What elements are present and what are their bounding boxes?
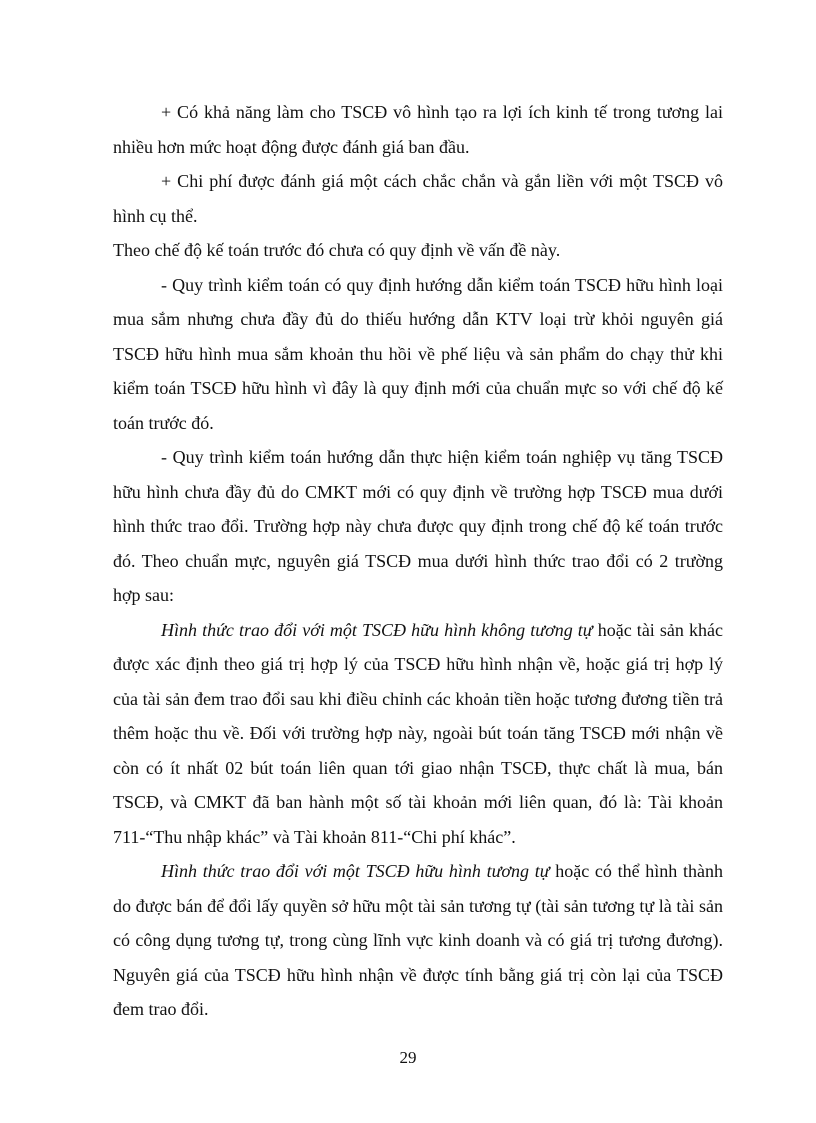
paragraph-audit-purchase: - Quy trình kiểm toán có quy định hướng dẫn kiểm toán TSCĐ hữu hình loại mua sắm nhưng chưa đầy đủ do thiếu hướng dẫn KTV loại trừ khỏi nguyên giá TSCĐ hữu hình mua sắm khoản thu hồi về phế liệu và sản phẩm do chạy thử khi kiểm toán TSCĐ hữu hình vì đây là quy định mới của chuẩn mực so với chế độ kế toán trước đó. (113, 274, 723, 433)
page-body (113, 95, 723, 1027)
paragraph-dissimilar-exchange (113, 613, 723, 855)
emphasis-dissimilar-exchange: Hình thức trao đổi với một TSCĐ hữu hình không tương tự (161, 619, 593, 640)
emphasis-similar-exchange: Hình thức trao đổi với một TSCĐ hữu hình tương tự (161, 861, 550, 881)
paragraph-prior-regime: Theo chế độ kế toán trước đó chưa có quy định về vấn đề này. (113, 240, 561, 260)
page-number: 29 (399, 1048, 417, 1067)
text-similar-exchange: hoặc có thể hình thành do được bán để đổi lấy quyền sở hữu một tài sản tương tự (tài sản tương tự là tài sản có công dụng tương tự, trong cùng lĩnh vực kinh doanh và có giá trị tương đương). Nguyên giá của TSCĐ hữu hình nhận về được tính bằng giá trị còn lại của TSCĐ đem trao đổi. (113, 861, 723, 1019)
paragraph-intangible-cost: + Chi phí được đánh giá một cách chắc chắn và gắn liền với một TSCĐ vô hình cụ thể. (113, 171, 723, 226)
paragraph-intangible-benefit: + Có khả năng làm cho TSCĐ vô hình tạo ra lợi ích kinh tế trong tương lai nhiều hơn mức hoạt động được đánh giá ban đầu. (113, 102, 723, 157)
text-dissimilar-exchange: hoặc tài sản khác được xác định theo giá trị hợp lý của TSCĐ hữu hình nhận về, hoặc giá trị hợp lý của tài sản đem trao đổi sau khi điều chỉnh các khoản tiền hoặc tương đương tiền trả thêm hoặc thu về. Đối với trường hợp này, ngoài bút toán tăng TSCĐ mới nhận về còn có ít nhất 02 bút toán liên quan tới giao nhận TSCĐ, thực chất là mua, bán TSCĐ, và CMKT đã ban hành một số tài khoản mới liên quan, đó là: Tài khoản 711-“Thu nhập khác” và Tài khoản 811-“Chi phí khác”. (113, 619, 723, 847)
paragraph-audit-exchange: - Quy trình kiểm toán hướng dẫn thực hiện kiểm toán nghiệp vụ tăng TSCĐ hữu hình chưa đầy đủ do CMKT mới có quy định về trường hợp TSCĐ mua dưới hình thức trao đổi. Trường hợp này chưa được quy định trong chế độ kế toán trước đó. Theo chuẩn mực, nguyên giá TSCĐ mua dưới hình thức trao đổi có 2 trường hợp sau: (113, 447, 723, 605)
paragraph-similar-exchange (113, 854, 723, 1027)
